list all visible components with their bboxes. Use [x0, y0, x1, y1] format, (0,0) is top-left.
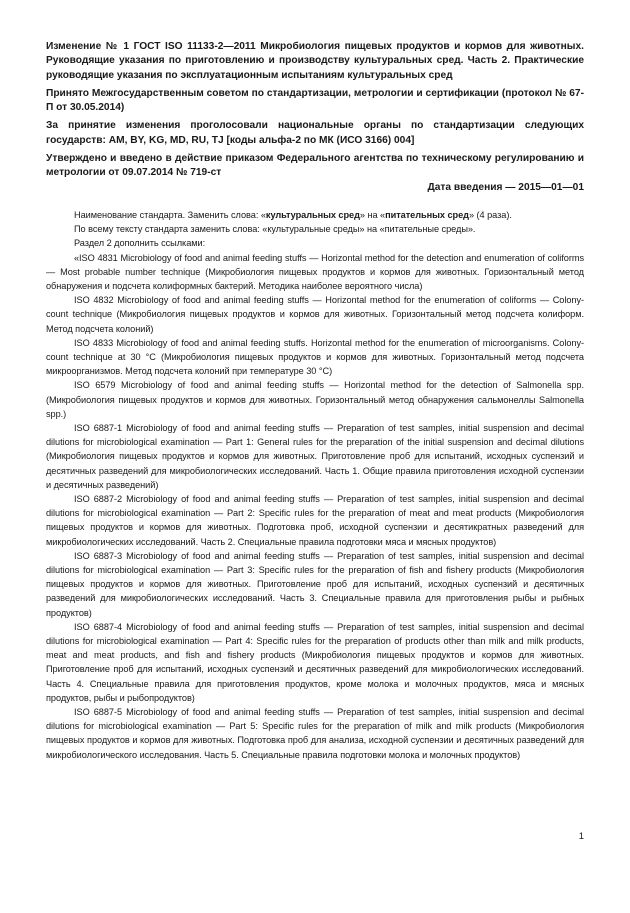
document-body — [46, 208, 584, 762]
reference-item: ISO 6887-4 Microbiology of food and animal feeding stuffs — Preparation of test samples, initial suspension and decimal dilutions for microbiological examination — Part 4: Specific rules for the preparation of products other than milk and milk products, meat and meat products, and fish and fishery products (Микробиология пищевых продуктов и кормов для животных. Приготовление проб для испытаний, исходных суспензий и десятичных разведений для микробиологических исследований. Часть 4. Специальные правила для приготовления продуктов, кроме молока и молочных продуктов, мяса и мясных продуктов, рыбы и рыбопродуктов) — [46, 621, 584, 703]
effective-date: Дата введения — 2015—01—01 — [427, 181, 584, 193]
paragraph-text-change: По всему тексту стандарта заменить слова: «культуральные среды» на «питательные среды». — [74, 224, 476, 235]
reference-item: ISO 6887-1 Microbiology of food and animal feeding stuffs — Preparation of test samples, initial suspension and decimal dilutions for microbiological examination — Part 1: General rules for the preparation of the initial suspension and decimal dilutions (Микробиология пищевых продуктов и кормов для животных. Приготовление проб для испытаний, исходных суспензий и десятичных разведений для микробиологических исследований. Часть 1. Общие правила приготовления исходной суспензии и десятичных разведений) — [46, 423, 584, 490]
reference-item: ISO 6887-5 Microbiology of food and animal feeding stuffs — Preparation of test samples, initial suspension and decimal dilutions for microbiological examination — Part 5: Specific rules for the preparation of milk and milk products (Микробиология пищевых продуктов и кормов для животных. Подготовка проб для анализа, исходной суспензии и десятичных разведений для микробиологического исследования. Часть 5. Специальные правила подготовки молока и молочных продуктов) — [46, 707, 584, 760]
document-page — [46, 40, 584, 762]
voted-note: За принятие изменения проголосовали национальные органы по стандартизации следующих государств: AM, BY, KG, MD, RU, TJ [коды альфа-2 по МК (ИСО 3166) 004] — [46, 120, 584, 146]
accepted-note: Принято Межгосударственным советом по стандартизации, метрологии и сертификации (протокол № 67-П от 30.05.2014) — [46, 87, 584, 114]
reference-item: ISO 6579 Microbiology of food and animal feeding stuffs — Horizontal method for the detection of Salmonella spp. (Микробиология пищевых продуктов и кормов для животных. Горизонтальный метод обнаружения сальмонеллы Salmonella spp.) — [46, 380, 584, 419]
reference-item: ISO 6887-2 Microbiology of food and animal feeding stuffs — Preparation of test samples, initial suspension and decimal dilutions for microbiological examination — Part 2: Specific rules for the preparation of meat and meat products (Микробиология пищевых продуктов и кормов для животных. Подготовка проб, исходной суспензии и десятикратных разведений для микробиологических исследований. Часть 2. Специальные правила подготовки мяса и мясных продуктов) — [46, 494, 584, 547]
reference-item: «ISO 4831 Microbiology of food and animal feeding stuffs — Horizontal method for the detection and enumeration of coliforms — Most probable number technique (Микробиология пищевых продуктов и кормов для животных. Горизонтальный метод обнаружения и подсчета колиформных бактерий. Методика наиболее вероятного числа) — [46, 252, 584, 291]
paragraph-title-change: Наименование стандарта. Заменить слова: «культуральных сред» на «питательных сред» (4 раза). — [74, 209, 512, 220]
reference-item: ISO 4833 Microbiology of food and animal feeding stuffs. Horizontal method for the enumeration of microorganisms. Colony-count technique at 30 °C (Микробиология пищевых продуктов и кормов для животных. Горизонтальный метод подсчета микроорганизмов. Метод подсчета колоний при температуре 30 °C) — [46, 337, 584, 377]
page-number: 1 — [578, 831, 584, 842]
reference-item: ISO 4832 Microbiology of food and animal feeding stuffs — Horizontal method for the enumeration of coliforms — Colony-count technique (Микробиология пищевых продуктов и кормов для животных. Горизонтальный метод подсчета колиформ. Метод подсчета колоний) — [46, 295, 584, 334]
paragraph-section-2: Раздел 2 дополнить ссылками: — [74, 238, 206, 249]
approved-note: Утверждено и введено в действие приказом Федерального агентства по техническому регулированию и метрологии от 09.07.2014 № 719-ст — [46, 153, 584, 179]
reference-item: ISO 6887-3 Microbiology of food and animal feeding stuffs — Preparation of test samples, initial suspension and decimal dilutions for microbiological examination — Part 3: Specific rules for the preparation of fish and fishery products (Микробиология пищевых продуктов и кормов для животных. Приготовление проб для испытаний, исходных суспензий и десятичных разведений для микробиологических исследований. Часть 3. Специальные правила для приготовления рыбы и рыбных продуктов) — [46, 550, 584, 618]
amendment-title: Изменение № 1 ГОСТ ISO 11133-2—2011 Микробиология пищевых продуктов и кормов для животных. Руководящие указания по приготовлению и производству культуральных сред. Часть 2. Практические руководящие указания по эксплуатационным испытаниям культуральных сред — [46, 41, 584, 81]
